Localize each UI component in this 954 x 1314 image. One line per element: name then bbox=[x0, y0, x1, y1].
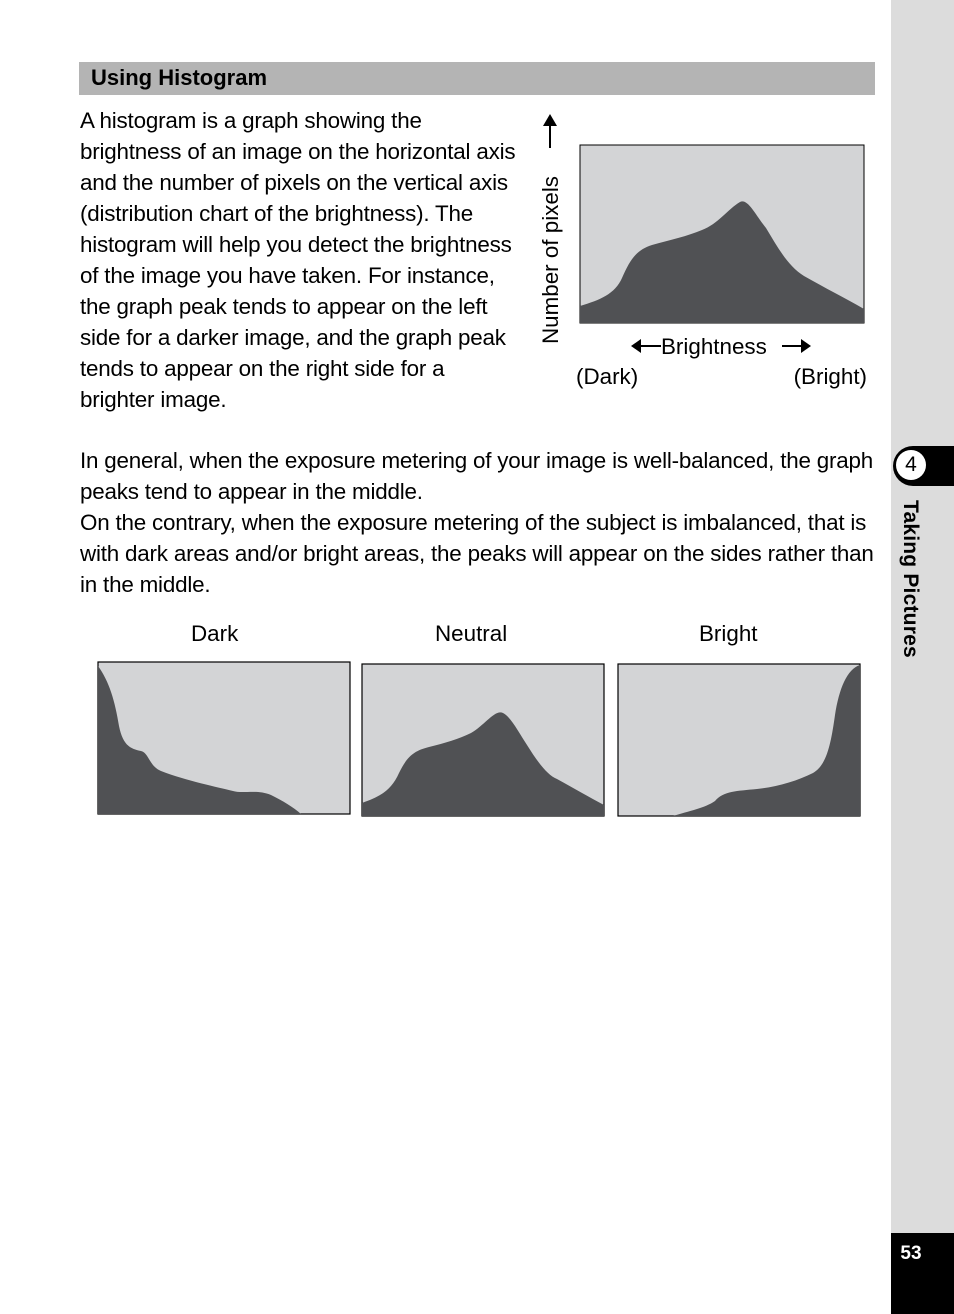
page-number-box bbox=[891, 1233, 954, 1314]
bright-histogram-panel bbox=[617, 663, 862, 818]
example-label-neutral: Neutral bbox=[435, 621, 508, 646]
histogram-diagram bbox=[520, 108, 880, 398]
example-label-bright: Bright bbox=[699, 621, 758, 646]
intro-paragraph: A histogram is a graph showing the brightness of an image on the horizontal axis and the number of pixels on the vertical axis (distribution chart of the brightness). The histogram will help you detect the brightness of the image you have taken. For instance, the graph peak tends to appear on the left side for a darker image, and the graph peak tends to appear on the right side for a brighter image. bbox=[80, 108, 516, 412]
body-text bbox=[80, 445, 880, 600]
y-axis-arrow-head bbox=[543, 114, 557, 126]
chapter-title: Taking Pictures bbox=[899, 500, 922, 658]
brightness-left-arrow-head bbox=[631, 339, 641, 353]
example-label-dark: Dark bbox=[191, 621, 239, 646]
section-title: Using Histogram bbox=[91, 65, 268, 90]
dark-end-label: (Dark) bbox=[576, 364, 639, 389]
section-heading-bar bbox=[79, 62, 875, 95]
neutral-histogram-panel bbox=[361, 663, 606, 818]
y-axis-label: Number of pixels bbox=[538, 176, 563, 344]
histogram-diagram-svg bbox=[520, 108, 880, 398]
dark-histogram-panel bbox=[97, 661, 352, 817]
bright-end-label: (Bright) bbox=[793, 364, 867, 389]
x-axis-label: Brightness bbox=[661, 334, 767, 359]
chapter-number: 4 bbox=[896, 450, 926, 480]
brightness-right-arrow-head bbox=[801, 339, 811, 353]
paragraph-imbalanced: On the contrary, when the exposure metering of the subject is imbalanced, that is with dark areas and/or bright areas, the peaks will appear on the sides rather than in the middle. bbox=[80, 510, 874, 597]
paragraph-balanced: In general, when the exposure metering of your image is well-balanced, the graph peaks tend to appear in the middle. bbox=[80, 448, 874, 504]
page-number: 53 bbox=[900, 1243, 922, 1264]
